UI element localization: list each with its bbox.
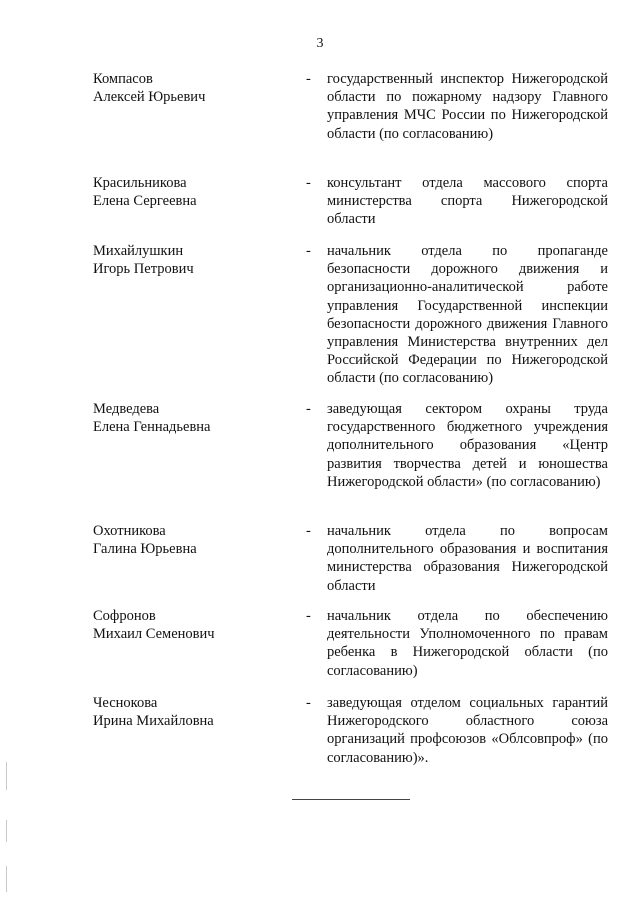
member-given-names: Михаил Семенович — [93, 626, 215, 643]
separator-dash: - — [306, 71, 311, 87]
member-role: консультант отдела массового спорта министерства спорта Нижегородской области — [327, 175, 608, 228]
member-given-names: Ирина Михайловна — [93, 713, 214, 730]
member-role: начальник отдела по обеспечению деятельности Уполномоченного по правам ребенка в Нижегородской области (по согласованию) — [327, 608, 608, 679]
member-given-names: Елена Геннадьевна — [93, 419, 211, 436]
member-surname: Красильникова — [93, 175, 187, 191]
member-name — [93, 694, 283, 730]
member-name — [93, 607, 283, 643]
scan-edge-mark — [6, 820, 7, 842]
member-role: заведующая отделом социальных гарантий Нижегородского областного союза организаций профсоюзов «Облсовпроф» (по согласованию)». — [327, 695, 608, 766]
separator-dash: - — [306, 175, 311, 191]
member-surname: Охотникова — [93, 523, 166, 539]
end-of-document-rule — [292, 799, 410, 800]
member-name — [93, 400, 283, 436]
member-given-names: Галина Юрьевна — [93, 541, 197, 558]
member-role: начальник отдела по пропаганде безопасности дорожного движения и организационно-аналитической работе управления Государственной инспекции безопасности дорожного движения Главного управления Министерства внутренних дел Российской Федерации по Нижегородской области (по согласованию) — [327, 243, 608, 387]
separator-dash: - — [306, 401, 311, 417]
scan-edge-mark — [6, 762, 7, 790]
member-given-names: Алексей Юрьевич — [93, 89, 206, 106]
member-surname: Михайлушкин — [93, 243, 184, 259]
scan-edge-mark — [6, 866, 7, 892]
member-surname: Медведева — [93, 401, 160, 417]
member-surname: Софронов — [93, 608, 156, 624]
member-role: государственный инспектор Нижегородской области по пожарному надзору Главного управления МЧС России по Нижегородской области (по согласованию) — [327, 71, 608, 142]
member-role: заведующая сектором охраны труда государственного бюджетного учреждения дополнительного образования «Центр развития творчества детей и юношества Нижегородской области» (по согласованию) — [327, 401, 608, 490]
member-role: начальник отдела по вопросам дополнительного образования и воспитания министерства образования Нижегородской области — [327, 523, 608, 594]
separator-dash: - — [306, 695, 311, 711]
separator-dash: - — [306, 243, 311, 259]
member-surname: Чеснокова — [93, 695, 158, 711]
member-given-names: Игорь Петрович — [93, 261, 194, 278]
separator-dash: - — [306, 608, 311, 624]
member-name — [93, 522, 283, 558]
member-name — [93, 174, 283, 210]
member-given-names: Елена Сергеевна — [93, 193, 197, 210]
page-number: 3 — [316, 36, 324, 51]
member-name — [93, 242, 283, 278]
member-surname: Компасов — [93, 71, 153, 87]
separator-dash: - — [306, 523, 311, 539]
member-name — [93, 70, 283, 106]
